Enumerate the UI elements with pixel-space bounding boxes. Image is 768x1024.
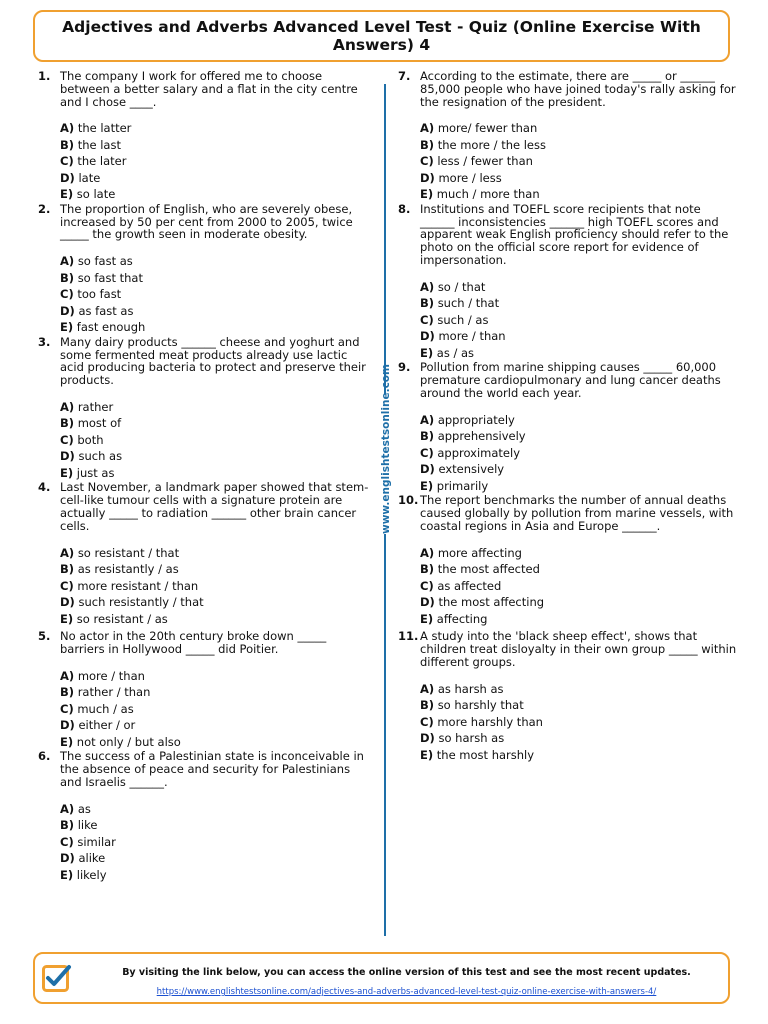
option-text: alike bbox=[78, 851, 106, 866]
checkbox-check-icon bbox=[42, 963, 72, 993]
question-number: 3. bbox=[38, 334, 51, 349]
option-letter: B) bbox=[420, 698, 435, 713]
option bbox=[420, 594, 738, 611]
option-letter: D) bbox=[60, 718, 75, 733]
option-letter: D) bbox=[60, 170, 75, 185]
title-box bbox=[33, 10, 730, 62]
option-letter: E) bbox=[60, 465, 74, 480]
option-text: the most affecting bbox=[438, 595, 545, 610]
option bbox=[60, 303, 373, 320]
option bbox=[60, 611, 373, 628]
option-text: primarily bbox=[436, 478, 489, 493]
option-text: so / that bbox=[437, 279, 486, 294]
question-text: The proportion of English, who are severely obese, increased by 50 per cent from 2000 to 2005, twice _____ the growth seen in moderate obesity. bbox=[60, 201, 353, 242]
option-text: as affected bbox=[437, 578, 502, 593]
question-text: No actor in the 20th century broke down _____ barriers in Hollywood _____ did Poitier. bbox=[60, 629, 327, 656]
option-letter: B) bbox=[420, 429, 435, 444]
option bbox=[420, 445, 738, 462]
question bbox=[38, 630, 373, 750]
option-text: not only / but also bbox=[76, 734, 181, 749]
option bbox=[420, 170, 738, 187]
option bbox=[420, 478, 738, 495]
option bbox=[420, 295, 738, 312]
option-text: much / more than bbox=[436, 187, 540, 202]
option-letter: B) bbox=[420, 562, 435, 577]
option bbox=[60, 448, 373, 465]
option bbox=[420, 681, 738, 698]
option-letter: C) bbox=[60, 578, 74, 593]
option bbox=[60, 701, 373, 718]
option-letter: D) bbox=[60, 595, 75, 610]
option bbox=[420, 345, 738, 362]
option-letter: C) bbox=[420, 578, 434, 593]
option bbox=[60, 170, 373, 187]
question-text: Last November, a landmark paper showed that stem-cell-like tumour cells with a signature protein are actually _____ to radiation ______ other brain cancer cells. bbox=[60, 480, 369, 533]
question-number: 6. bbox=[38, 749, 51, 764]
option-text: the last bbox=[77, 137, 121, 152]
option-letter: C) bbox=[60, 701, 74, 716]
option bbox=[60, 545, 373, 562]
question-number: 4. bbox=[38, 480, 51, 495]
option bbox=[60, 432, 373, 449]
option-letter: D) bbox=[420, 329, 435, 344]
question-text: According to the estimate, there are _____ or ______ 85,000 people who have joined today's rally asking for the resignation of the president. bbox=[420, 69, 736, 109]
option-text: similar bbox=[77, 834, 116, 849]
option-letter: C) bbox=[60, 154, 74, 169]
option bbox=[60, 867, 373, 884]
option-letter: D) bbox=[420, 462, 435, 477]
question bbox=[398, 203, 738, 361]
option bbox=[60, 186, 373, 203]
option bbox=[420, 137, 738, 154]
option-text: much / as bbox=[77, 701, 134, 716]
option bbox=[420, 747, 738, 764]
option-text: either / or bbox=[78, 718, 136, 733]
option bbox=[60, 684, 373, 701]
option-text: most of bbox=[77, 416, 122, 431]
option-letter: E) bbox=[60, 320, 74, 335]
option bbox=[60, 668, 373, 685]
option-text: such resistantly / that bbox=[78, 595, 204, 610]
option-letter: E) bbox=[60, 611, 74, 626]
option-letter: B) bbox=[60, 137, 75, 152]
question-number: 9. bbox=[398, 360, 411, 375]
option-letter: A) bbox=[60, 121, 75, 136]
option bbox=[60, 850, 373, 867]
option bbox=[60, 137, 373, 154]
option-text: so fast that bbox=[77, 270, 143, 285]
option-letter: C) bbox=[60, 432, 74, 447]
option bbox=[420, 412, 738, 429]
option-letter: A) bbox=[60, 801, 75, 816]
option-text: the latter bbox=[77, 121, 132, 136]
option-letter: D) bbox=[420, 170, 435, 185]
option bbox=[60, 286, 373, 303]
option bbox=[60, 817, 373, 834]
option-text: as bbox=[77, 801, 91, 816]
option bbox=[420, 461, 738, 478]
option bbox=[60, 578, 373, 595]
option-letter: A) bbox=[60, 545, 75, 560]
option-text: too fast bbox=[77, 287, 122, 302]
option-list bbox=[420, 120, 738, 203]
option-list bbox=[60, 253, 373, 336]
option-letter: E) bbox=[60, 187, 74, 202]
option bbox=[420, 279, 738, 296]
option-text: such as bbox=[78, 449, 123, 464]
option-letter: E) bbox=[60, 734, 74, 749]
question bbox=[398, 361, 738, 494]
option-text: the more / the less bbox=[437, 137, 546, 152]
option-list bbox=[420, 412, 738, 495]
option-text: like bbox=[77, 818, 98, 833]
option-list bbox=[420, 279, 738, 362]
option-text: more / than bbox=[438, 329, 506, 344]
option-letter: C) bbox=[60, 287, 74, 302]
page-title: Adjectives and Adverbs Advanced Level Test - Quiz (Online Exercise With Answers) 4 bbox=[62, 18, 701, 54]
question-number: 11. bbox=[398, 629, 419, 644]
option-letter: A) bbox=[60, 254, 75, 269]
option-list bbox=[60, 120, 373, 203]
option-letter: A) bbox=[420, 121, 435, 136]
option-letter: A) bbox=[420, 545, 435, 560]
option-letter: A) bbox=[60, 399, 75, 414]
option bbox=[420, 186, 738, 203]
option-text: rather / than bbox=[77, 685, 151, 700]
question bbox=[38, 203, 373, 336]
option bbox=[60, 561, 373, 578]
option-letter: B) bbox=[60, 562, 75, 577]
question-text: The report benchmarks the number of annual deaths caused globally by pollution from marine vessels, with coastal regions in Asia and Europe ______. bbox=[420, 493, 734, 533]
option-text: as resistantly / as bbox=[77, 562, 179, 577]
option bbox=[420, 153, 738, 170]
option-text: so fast as bbox=[77, 254, 133, 269]
option-letter: B) bbox=[420, 296, 435, 311]
option bbox=[60, 120, 373, 137]
option-letter: C) bbox=[420, 714, 434, 729]
option-letter: D) bbox=[60, 449, 75, 464]
option-letter: E) bbox=[420, 345, 434, 360]
option-letter: D) bbox=[60, 851, 75, 866]
option-text: the most affected bbox=[437, 562, 540, 577]
option bbox=[420, 545, 738, 562]
option-letter: B) bbox=[60, 818, 75, 833]
option-text: as fast as bbox=[78, 303, 134, 318]
option-text: likely bbox=[76, 867, 107, 882]
option-text: more/ fewer than bbox=[437, 121, 538, 136]
question bbox=[38, 481, 373, 627]
option-text: appropriately bbox=[437, 412, 515, 427]
option-list bbox=[60, 668, 373, 751]
question-number: 7. bbox=[398, 69, 411, 83]
question bbox=[398, 630, 738, 763]
question-text: Many dairy products ______ cheese and yoghurt and some fermented meat products already use lactic acid producing bacteria to protect and preserve their products. bbox=[60, 334, 366, 388]
footer-text bbox=[95, 966, 718, 998]
watermark: www.englishtestsonline.com bbox=[380, 364, 392, 534]
question bbox=[38, 70, 373, 203]
option bbox=[420, 561, 738, 578]
option-text: fast enough bbox=[76, 320, 146, 335]
option-list bbox=[60, 399, 373, 482]
option-text: extensively bbox=[438, 462, 505, 477]
option-text: so harshly that bbox=[437, 698, 524, 713]
left-column bbox=[38, 70, 373, 883]
option-text: such / that bbox=[437, 296, 500, 311]
option bbox=[60, 801, 373, 818]
option-letter: D) bbox=[420, 595, 435, 610]
option-letter: A) bbox=[420, 681, 435, 696]
question-text: The success of a Palestinian state is inconceivable in the absence of peace and security for Palestinians and Israelis ______. bbox=[60, 749, 364, 789]
option-letter: B) bbox=[420, 137, 435, 152]
option-text: so resistant / as bbox=[76, 611, 168, 626]
footer-link[interactable]: https://www.englishtestsonline.com/adjectives-and-adverbs-advanced-level-test-quiz-online-exercise-with-answers-4/ bbox=[156, 987, 657, 997]
question-number: 2. bbox=[38, 201, 51, 216]
option-text: more / less bbox=[438, 170, 502, 185]
question-number: 1. bbox=[38, 69, 51, 83]
question bbox=[38, 750, 373, 883]
option-text: such / as bbox=[437, 312, 489, 327]
option-letter: C) bbox=[60, 834, 74, 849]
question-number: 5. bbox=[38, 629, 51, 644]
question-text: Pollution from marine shipping causes _____ 60,000 premature cardiopulmonary and lung cancer deaths around the world each year. bbox=[420, 360, 721, 400]
option bbox=[60, 270, 373, 287]
option bbox=[60, 465, 373, 482]
option-letter: A) bbox=[420, 412, 435, 427]
option bbox=[420, 697, 738, 714]
option bbox=[60, 399, 373, 416]
option bbox=[420, 120, 738, 137]
question bbox=[398, 70, 738, 203]
option bbox=[60, 717, 373, 734]
option-letter: A) bbox=[420, 279, 435, 294]
option-text: as / as bbox=[436, 345, 475, 360]
option-text: the later bbox=[77, 154, 127, 169]
option-text: rather bbox=[77, 399, 114, 414]
question-text: The company I work for offered me to choose between a better salary and a flat in the city centre and I chose ____. bbox=[60, 69, 358, 109]
option-letter: D) bbox=[60, 303, 75, 318]
option-text: so resistant / that bbox=[77, 545, 180, 560]
option-letter: C) bbox=[420, 154, 434, 169]
option-text: less / fewer than bbox=[437, 154, 533, 169]
option bbox=[60, 253, 373, 270]
option bbox=[420, 578, 738, 595]
option-text: late bbox=[78, 170, 101, 185]
option bbox=[420, 428, 738, 445]
option bbox=[60, 734, 373, 751]
option bbox=[60, 153, 373, 170]
right-column bbox=[398, 70, 738, 763]
option-letter: C) bbox=[420, 445, 434, 460]
option bbox=[420, 730, 738, 747]
option bbox=[420, 312, 738, 329]
option-letter: E) bbox=[420, 747, 434, 762]
question bbox=[398, 494, 738, 627]
option-text: affecting bbox=[436, 611, 488, 626]
option-text: more affecting bbox=[437, 545, 522, 560]
option-text: more harshly than bbox=[437, 714, 543, 729]
footer-box bbox=[33, 952, 730, 1004]
question-text: A study into the 'black sheep effect', shows that children treat disloyalty in their own group _____ within different groups. bbox=[420, 629, 737, 669]
option-letter: B) bbox=[60, 685, 75, 700]
option-letter: D) bbox=[420, 731, 435, 746]
option-letter: B) bbox=[60, 270, 75, 285]
option-letter: E) bbox=[420, 611, 434, 626]
question-text: Institutions and TOEFL score recipients that note ______ inconsistencies ______ high TOEFL scores and apparent weak English proficiency should refer to the photo on the official score report for evidence of impersonation. bbox=[420, 201, 729, 268]
option-text: approximately bbox=[437, 445, 520, 460]
option bbox=[60, 834, 373, 851]
option-text: as harsh as bbox=[437, 681, 504, 696]
option-text: both bbox=[77, 432, 104, 447]
option-letter: E) bbox=[420, 187, 434, 202]
option-letter: C) bbox=[420, 312, 434, 327]
option-text: so harsh as bbox=[438, 731, 505, 746]
option bbox=[420, 714, 738, 731]
option bbox=[60, 594, 373, 611]
footer-message: By visiting the link below, you can access the online version of this test and see the most recent updates. bbox=[122, 967, 691, 978]
option-letter: E) bbox=[420, 478, 434, 493]
option-list bbox=[420, 681, 738, 764]
option-text: more / than bbox=[77, 668, 145, 683]
option-letter: E) bbox=[60, 867, 74, 882]
option bbox=[60, 415, 373, 432]
option bbox=[60, 319, 373, 336]
option bbox=[420, 611, 738, 628]
option-letter: A) bbox=[60, 668, 75, 683]
option-list bbox=[60, 545, 373, 628]
option-letter: B) bbox=[60, 416, 75, 431]
question bbox=[38, 336, 373, 482]
question-number: 8. bbox=[398, 201, 411, 216]
option-text: the most harshly bbox=[436, 747, 535, 762]
option-text: apprehensively bbox=[437, 429, 526, 444]
question-number: 10. bbox=[398, 493, 419, 508]
option-text: just as bbox=[76, 465, 115, 480]
option-text: so late bbox=[76, 187, 116, 202]
option-text: more resistant / than bbox=[77, 578, 199, 593]
option bbox=[420, 328, 738, 345]
option-list bbox=[420, 545, 738, 628]
option-list bbox=[60, 801, 373, 884]
